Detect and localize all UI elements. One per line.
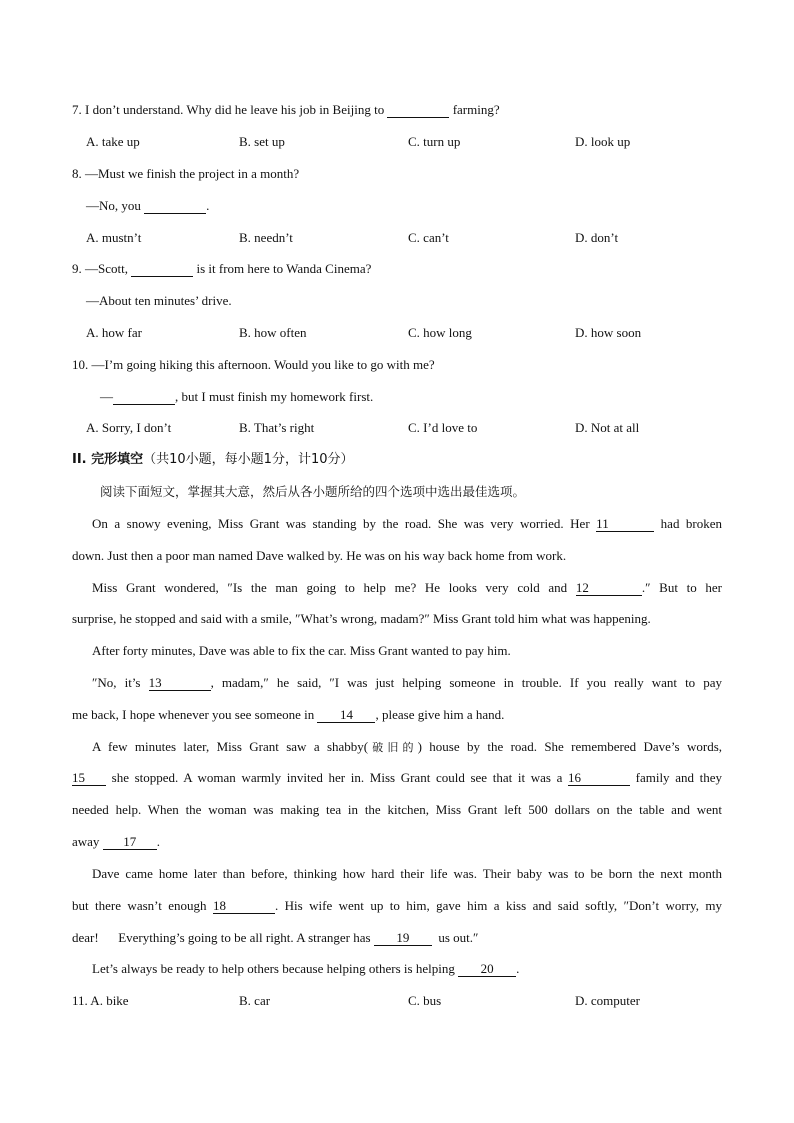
blank-14[interactable]: 14 bbox=[317, 708, 375, 723]
answer-blank[interactable] bbox=[131, 262, 193, 277]
question-10-reply: — , but I must finish my homework first. bbox=[100, 389, 374, 404]
blank-17[interactable]: 17 bbox=[103, 835, 157, 850]
answer-blank[interactable] bbox=[113, 390, 175, 405]
passage-line: but there wasn’t enough 18 . His wife went up to him, gave him a kiss and said softly, ″Don’t worry, my bbox=[72, 898, 722, 913]
q8-option-b[interactable]: B. needn’t bbox=[239, 230, 293, 245]
q8-option-c[interactable]: C. can’t bbox=[408, 230, 449, 245]
section-instruction: 阅读下面短文，掌握其大意，然后从各小题所给的四个选项中选出最佳选项。 bbox=[100, 484, 526, 499]
blank-18[interactable]: 18 bbox=[213, 899, 275, 914]
question-9-stem: 9. —Scott, is it from here to Wanda Cinema? bbox=[72, 261, 372, 276]
passage-line: down. Just then a poor man named Dave walked by. He was on his way back home from work. bbox=[72, 548, 567, 563]
q9-option-b[interactable]: B. how often bbox=[239, 325, 307, 340]
q8-option-a[interactable]: A. mustn’t bbox=[86, 230, 142, 245]
q7-option-c[interactable]: C. turn up bbox=[408, 134, 461, 149]
blank-12[interactable]: 12 bbox=[576, 581, 642, 596]
q11-option-b[interactable]: B. car bbox=[239, 993, 271, 1008]
section-title: II. 完形填空 bbox=[72, 452, 144, 467]
passage-line: away 17 . bbox=[72, 834, 160, 849]
blank-19[interactable]: 19 bbox=[374, 931, 432, 946]
blank-16[interactable]: 16 bbox=[568, 771, 630, 786]
question-9-reply: —About ten minutes’ drive. bbox=[86, 293, 232, 308]
q11-option-d[interactable]: D. computer bbox=[575, 993, 640, 1008]
q7-option-d[interactable]: D. look up bbox=[575, 134, 631, 149]
question-8-reply: —No, you . bbox=[86, 198, 210, 213]
question-10-stem: 10. —I’m going hiking this afternoon. Would you like to go with me? bbox=[72, 357, 435, 372]
q7-option-a[interactable]: A. take up bbox=[86, 134, 140, 149]
answer-blank[interactable] bbox=[387, 103, 449, 118]
section-heading bbox=[72, 452, 354, 468]
passage-line: A few minutes later, Miss Grant saw a shabby(破旧的) house by the road. She remembered Dave’s words, bbox=[92, 739, 723, 754]
question-7-stem: 7. I don’t understand. Why did he leave his job in Beijing to farming? bbox=[72, 102, 500, 117]
q11-option-c[interactable]: C. bus bbox=[408, 993, 442, 1008]
q9-option-d[interactable]: D. how soon bbox=[575, 325, 642, 340]
q10-option-a[interactable]: A. Sorry, I don’t bbox=[86, 420, 172, 435]
passage-line: surprise, he stopped and said with a smile, ″What’s wrong, madam?″ Miss Grant told him what was happening. bbox=[72, 611, 651, 626]
blank-20[interactable]: 20 bbox=[458, 962, 516, 977]
q9-option-c[interactable]: C. how long bbox=[408, 325, 472, 340]
q11-option-a[interactable]: 11. A. bike bbox=[72, 993, 129, 1008]
blank-15[interactable]: 15 bbox=[72, 771, 106, 786]
q10-option-c[interactable]: C. I’d love to bbox=[408, 420, 478, 435]
q8-option-d[interactable]: D. don’t bbox=[575, 230, 619, 245]
passage-line: dear! Everything’s going to be all right. A stranger has 19 us out.″ bbox=[72, 930, 479, 945]
passage-line: needed help. When the woman was making tea in the kitchen, Miss Grant left 500 dollars on the table and went bbox=[72, 802, 722, 817]
passage-line: After forty minutes, Dave was able to fix the car. Miss Grant wanted to pay him. bbox=[92, 643, 511, 658]
blank-11[interactable]: 11 bbox=[596, 517, 654, 532]
passage-line: me back, I hope whenever you see someone in 14 , please give him a hand. bbox=[72, 707, 505, 722]
q9-option-a[interactable]: A. how far bbox=[86, 325, 142, 340]
q7-option-b[interactable]: B. set up bbox=[239, 134, 285, 149]
passage-line: On a snowy evening, Miss Grant was standing by the road. She was very worried. Her 11 had broken bbox=[92, 516, 723, 531]
passage-line: Dave came home later than before, thinking how hard their life was. Their baby was to be born the next month bbox=[92, 866, 722, 881]
passage-line: 15 she stopped. A woman warmly invited her in. Miss Grant could see that it was a 16 family and they bbox=[72, 770, 722, 785]
q10-option-d[interactable]: D. Not at all bbox=[575, 420, 640, 435]
passage-line: Miss Grant wondered, ″Is the man going to help me? He looks very cold and 12 .″ But to her bbox=[92, 580, 722, 595]
passage-line: Let’s always be ready to help others because helping others is helping 20 . bbox=[92, 961, 520, 976]
question-8-stem: 8. —Must we finish the project in a month? bbox=[72, 166, 300, 181]
answer-blank[interactable] bbox=[144, 199, 206, 214]
passage-line: ″No, it’s 13 , madam,″ he said, ″I was just helping someone in trouble. If you really want to pay bbox=[92, 675, 723, 690]
section-info: （共10小题，每小题1分，计10分） bbox=[143, 452, 354, 467]
blank-13[interactable]: 13 bbox=[149, 676, 211, 691]
q10-option-b[interactable]: B. That’s right bbox=[239, 420, 315, 435]
